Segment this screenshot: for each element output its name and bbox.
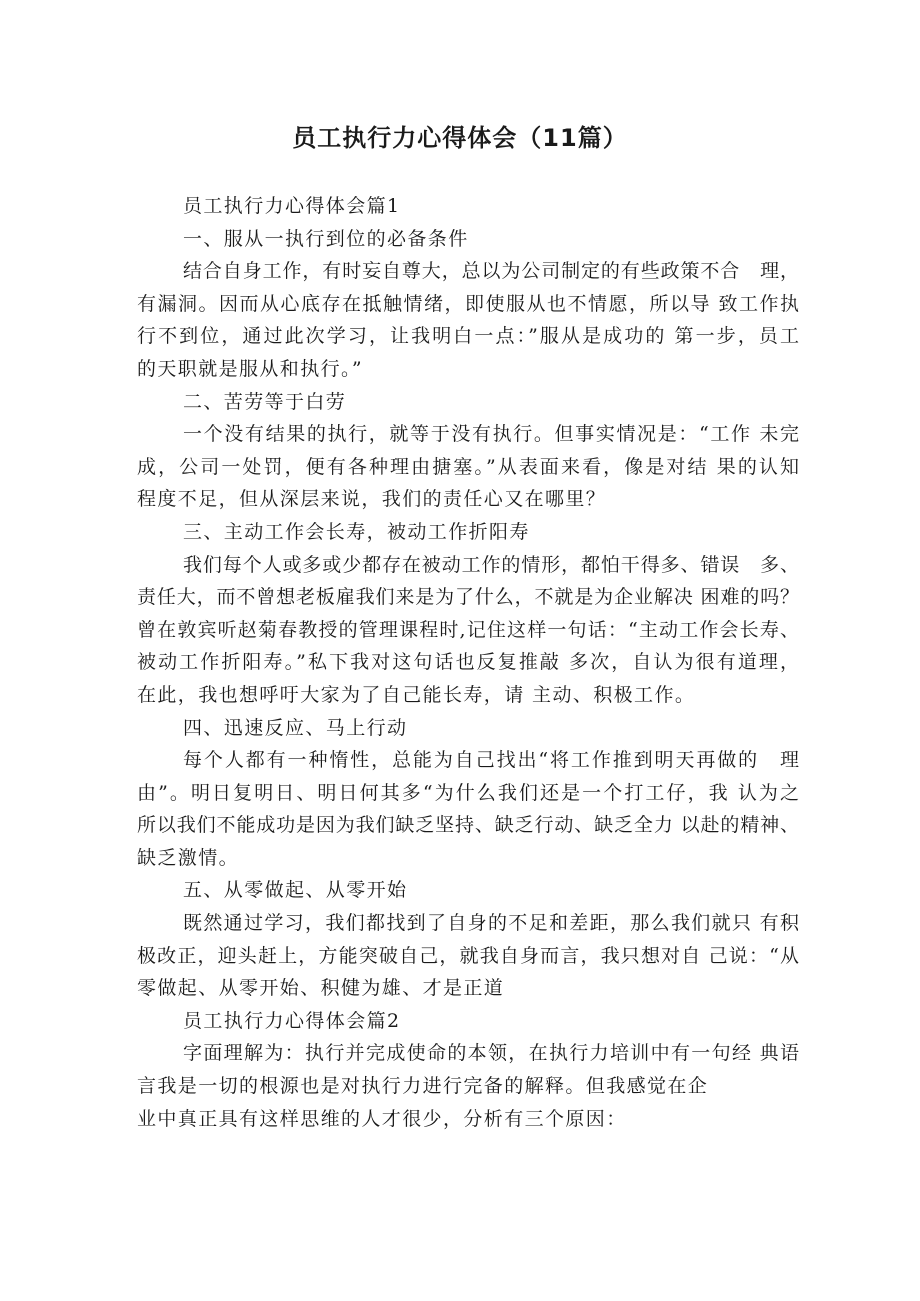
subsection-heading: 三、主动工作会长寿，被动工作折阳寿 [183, 520, 530, 543]
paragraph-line: 极改正，迎头赶上，方能突破自己，就我自身而言，我只想对自 己说：“从 [137, 944, 799, 967]
paragraph-line: 行不到位，通过此次学习，让我明白一点：”服从是成功的 第一步，员工 [137, 325, 799, 348]
paragraph-line: 在此，我也想呼吁大家为了自己能长寿，请 主动、积极工作。 [137, 683, 696, 706]
paragraph-line: 由”。明日复明日、明日何其多“为什么我们还是一个打工仔，我 认为之 [137, 781, 799, 804]
subsection-heading: 四、迅速反应、马上行动 [183, 716, 408, 739]
section-heading: 员工执行力心得体会篇2 [183, 1009, 401, 1032]
paragraph-line: 成，公司一处罚，便有各种理由搪塞。”从表面来看，像是对结 果的认知 [137, 455, 799, 478]
paragraph-line: 既然通过学习，我们都找到了自身的不足和差距，那么我们就只 有积 [183, 912, 799, 935]
paragraph-line: 曾在敦宾听赵菊春教授的管理课程时,记住这样一句话：“主动工作会长寿、 [137, 618, 799, 641]
paragraph-line: 的天职就是服从和执行。” [137, 357, 364, 380]
paragraph-line: 言我是一切的根源也是对执行力进行完备的解释。但我感觉在企 [137, 1075, 709, 1098]
paragraph-line: 零做起、从零开始、积健为雄、才是正道 [137, 977, 505, 1000]
paragraph-line: 一个没有结果的执行，就等于没有执行。但事实情况是：“工作 未完 [183, 423, 799, 446]
subsection-heading: 五、从零做起、从零开始 [183, 879, 408, 902]
paragraph-line: 责任大，而不曾想老板雇我们来是为了什么，不就是为企业解决 困难的吗？ [137, 586, 799, 609]
paragraph-line: 我们每个人或多或少都存在被动工作的情形，都怕干得多、错误 多、 [183, 553, 799, 576]
paragraph-line: 缺乏激情。 [137, 846, 240, 869]
paragraph-line: 被动工作折阳寿。”私下我对这句话也反复推敲 多次，自认为很有道理， [137, 651, 799, 674]
paragraph-line: 业中真正具有这样思维的人才很少，分析有三个原因： [137, 1107, 627, 1130]
subsection-heading: 一、服从一执行到位的必备条件 [183, 227, 469, 250]
paragraph-line: 每个人都有一种惰性，总能为自己找出“将工作推到明天再做的 理 [183, 749, 799, 772]
subsection-heading: 二、苦劳等于白劳 [183, 390, 347, 413]
paragraph-line: 结合自身工作，有时妄自尊大，总以为公司制定的有些政策不合 理， [183, 260, 799, 283]
paragraph-line: 所以我们不能成功是因为我们缺乏坚持、缺乏行动、缺乏全力 以赴的精神、 [137, 814, 799, 837]
document-body [137, 190, 799, 1135]
paragraph-line: 字面理解为：执行并完成使命的本领，在执行力培训中有一句经 典语 [183, 1042, 799, 1065]
document-title: 员工执行力心得体会（11篇） [292, 124, 628, 152]
paragraph-line: 有漏洞。因而从心底存在抵触情绪，即使服从也不情愿，所以导 致工作执 [137, 292, 799, 315]
section-heading: 员工执行力心得体会篇1 [183, 195, 401, 217]
paragraph-line: 程度不足，但从深层来说，我们的责任心又在哪里？ [137, 488, 607, 511]
